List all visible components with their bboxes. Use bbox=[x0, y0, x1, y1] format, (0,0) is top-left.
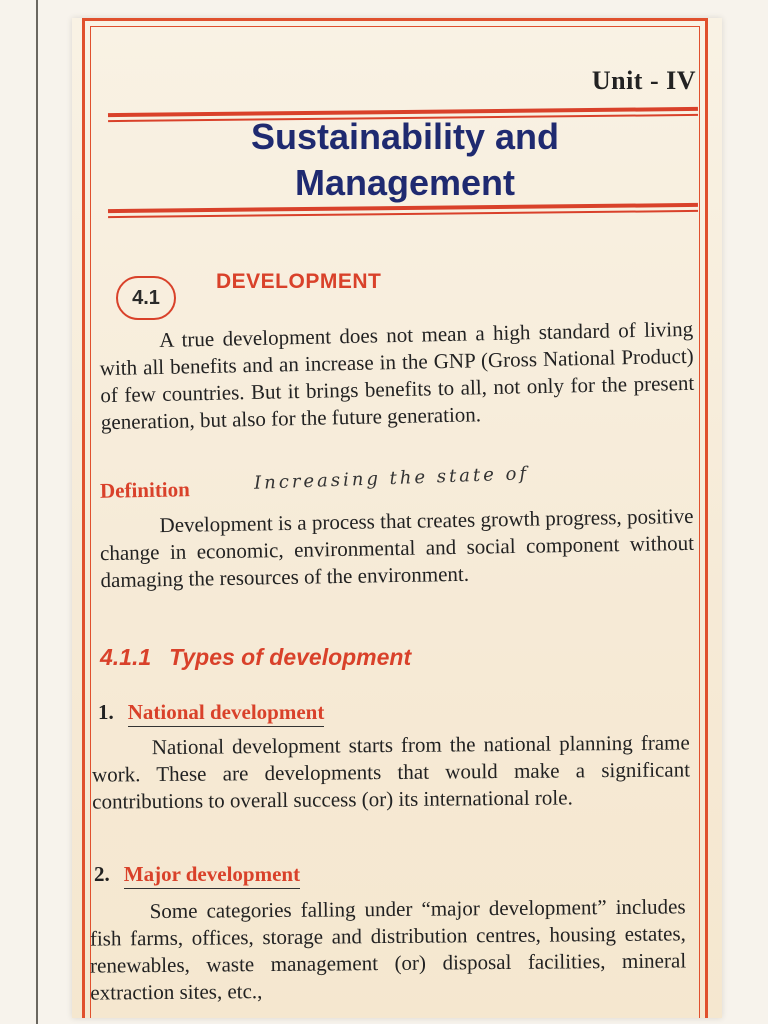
chapter-title-line2: Management bbox=[294, 162, 516, 203]
subsection-number: 4.1.1 bbox=[100, 644, 152, 670]
item-title: National development bbox=[128, 700, 325, 727]
major-paragraph bbox=[90, 893, 687, 1006]
item-number: 2. bbox=[94, 862, 110, 886]
chapter-title-line1: Sustainability and bbox=[250, 116, 560, 157]
definition-label: Definition bbox=[99, 477, 191, 503]
subsection-heading bbox=[100, 644, 411, 671]
chapter-title bbox=[140, 114, 670, 206]
definition-text: Development is a process that creates growth progress, positive change in economic, environmental and social component without damaging the resources of the environment. bbox=[99, 503, 695, 593]
item-number: 1. bbox=[98, 700, 114, 724]
major-text: Some categories falling under “major development” includes fish farms, offices, storage and distribution centres, housing estates, renewables, waste management (or) disposal facilities, mineral extraction sites, etc., bbox=[89, 894, 687, 1005]
national-paragraph bbox=[92, 729, 691, 815]
section-title: DEVELOPMENT bbox=[216, 270, 382, 293]
section-number-badge: 4.1 bbox=[116, 276, 176, 320]
handwritten-note: Increasing the state of bbox=[253, 463, 530, 494]
definition-paragraph bbox=[99, 503, 694, 594]
item-title: Major development bbox=[124, 862, 300, 889]
book-spine-line bbox=[36, 0, 38, 1024]
intro-paragraph bbox=[99, 316, 695, 436]
intro-text: A true development does not mean a high standard of living with all benefits and an increase in the GNP (Gross National Product) of few countries. But it brings benefits to all, not only for the present generation, but also for the future generation. bbox=[99, 316, 695, 435]
item-heading-major bbox=[94, 862, 300, 889]
item-heading-national bbox=[98, 700, 324, 727]
unit-label: Unit - IV bbox=[591, 66, 696, 95]
national-text: National development starts from the national planning frame work. These are developments that would make a significant contributions to overall success (or) its international role. bbox=[91, 730, 691, 814]
subsection-title: Types of development bbox=[169, 644, 412, 670]
